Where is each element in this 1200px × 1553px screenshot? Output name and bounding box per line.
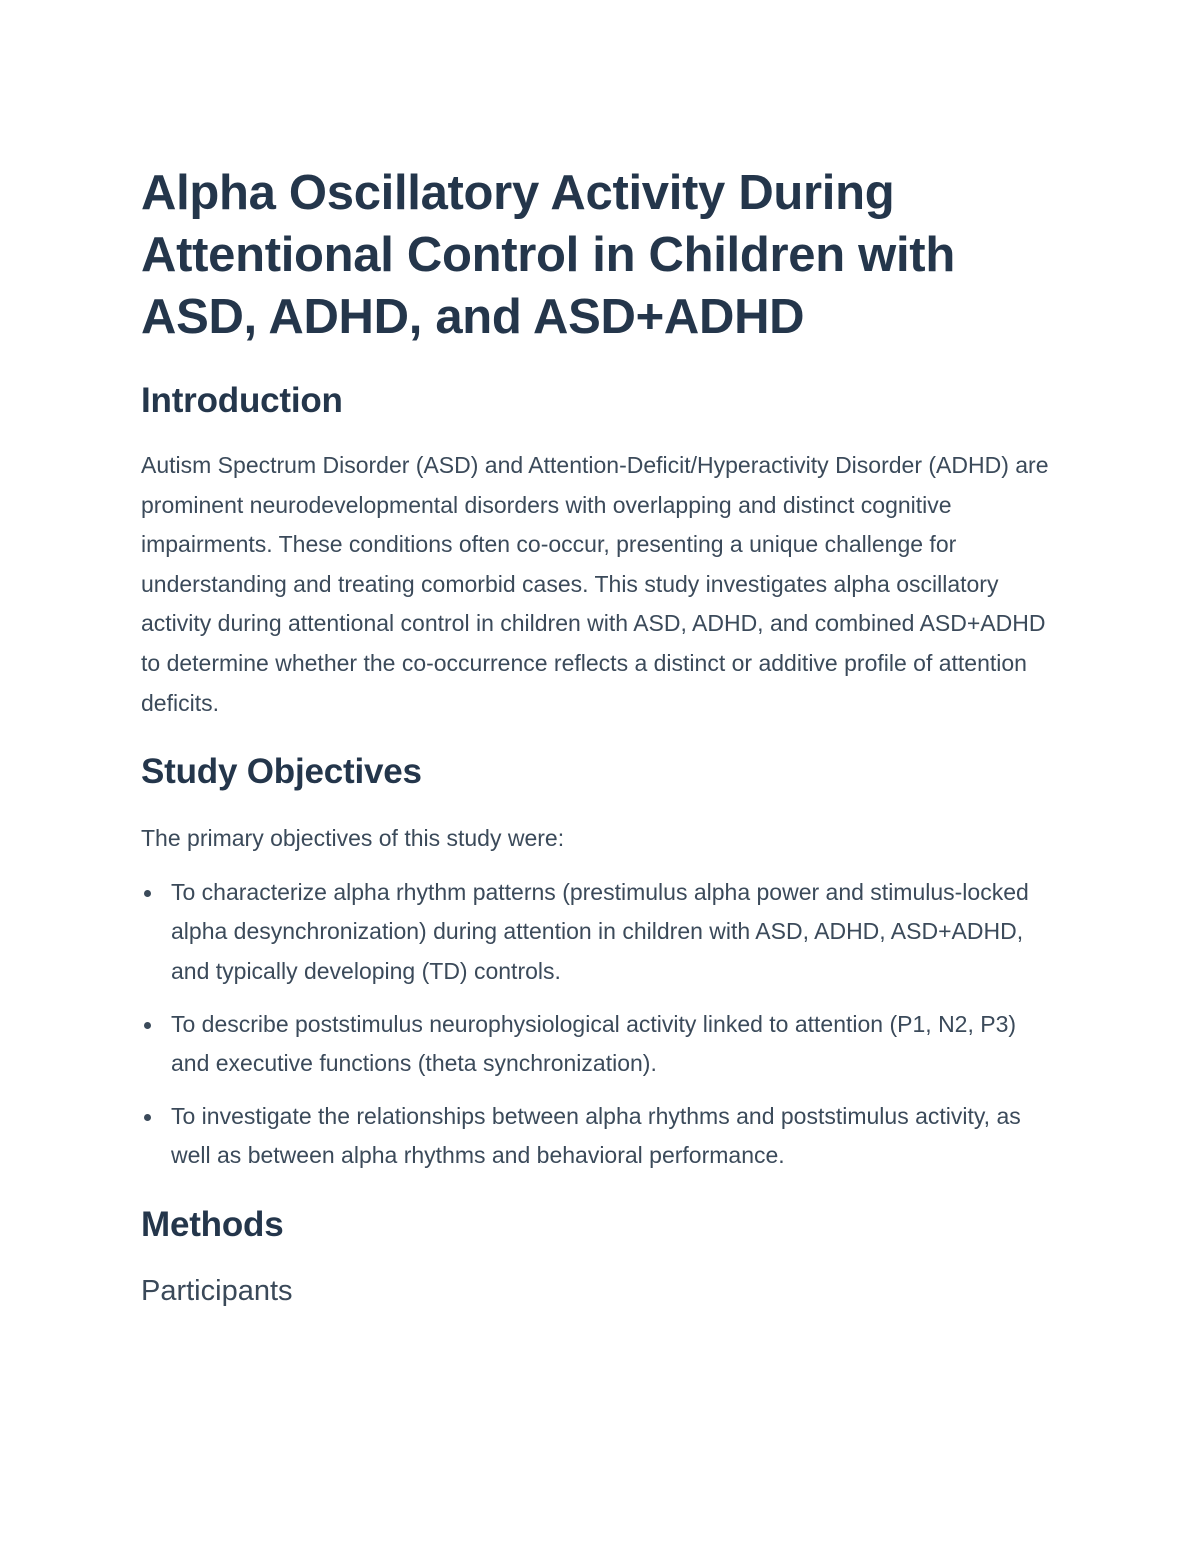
introduction-paragraph: Autism Spectrum Disorder (ASD) and Attention-Deficit/Hyperactivity Disorder (ADHD) are prominent neurodevelopmental disorders with overlapping and distinct cognitive impairments. These conditions often co-occur, presenting a unique challenge for understanding and treating comorbid cases. This study investigates alpha oscillatory activity during attentional control in children with ASD, ADHD, and combined ASD+ADHD to determine whether the co-occurrence reflects a distinct or additive profile of attention deficits. [141,452,1049,716]
objective-text: To characterize alpha rhythm patterns (prestimulus alpha power and stimulus-locked alpha desynchronization) during attention in children with ASD, ADHD, ASD+ADHD, and typically developing (TD) controls. [171,878,1029,984]
methods-heading: Methods [141,1204,284,1244]
objective-text: To investigate the relationships between alpha rhythms and poststimulus activity, as well as between alpha rhythms and behavioral performance. [171,1102,1021,1169]
introduction-heading: Introduction [141,381,343,420]
bullet-icon [144,1114,151,1121]
bullet-icon [144,1022,151,1029]
document-title: Alpha Oscillatory Activity During Attentional Control in Children with ASD, ADHD, and ASD+ADHD [141,166,955,344]
objectives-list [141,873,1060,1176]
objective-item [141,1097,1060,1176]
objectives-lead-text: The primary objectives of this study were: [141,825,565,852]
study-objectives-heading: Study Objectives [141,752,422,792]
objective-text: To describe poststimulus neurophysiological activity linked to attention (P1, N2, P3) and executive functions (theta synchronization). [171,1010,1017,1077]
objective-item [141,1005,1060,1084]
bullet-icon [144,890,151,897]
participants-subheading: Participants [141,1274,293,1307]
objective-item [141,873,1060,992]
